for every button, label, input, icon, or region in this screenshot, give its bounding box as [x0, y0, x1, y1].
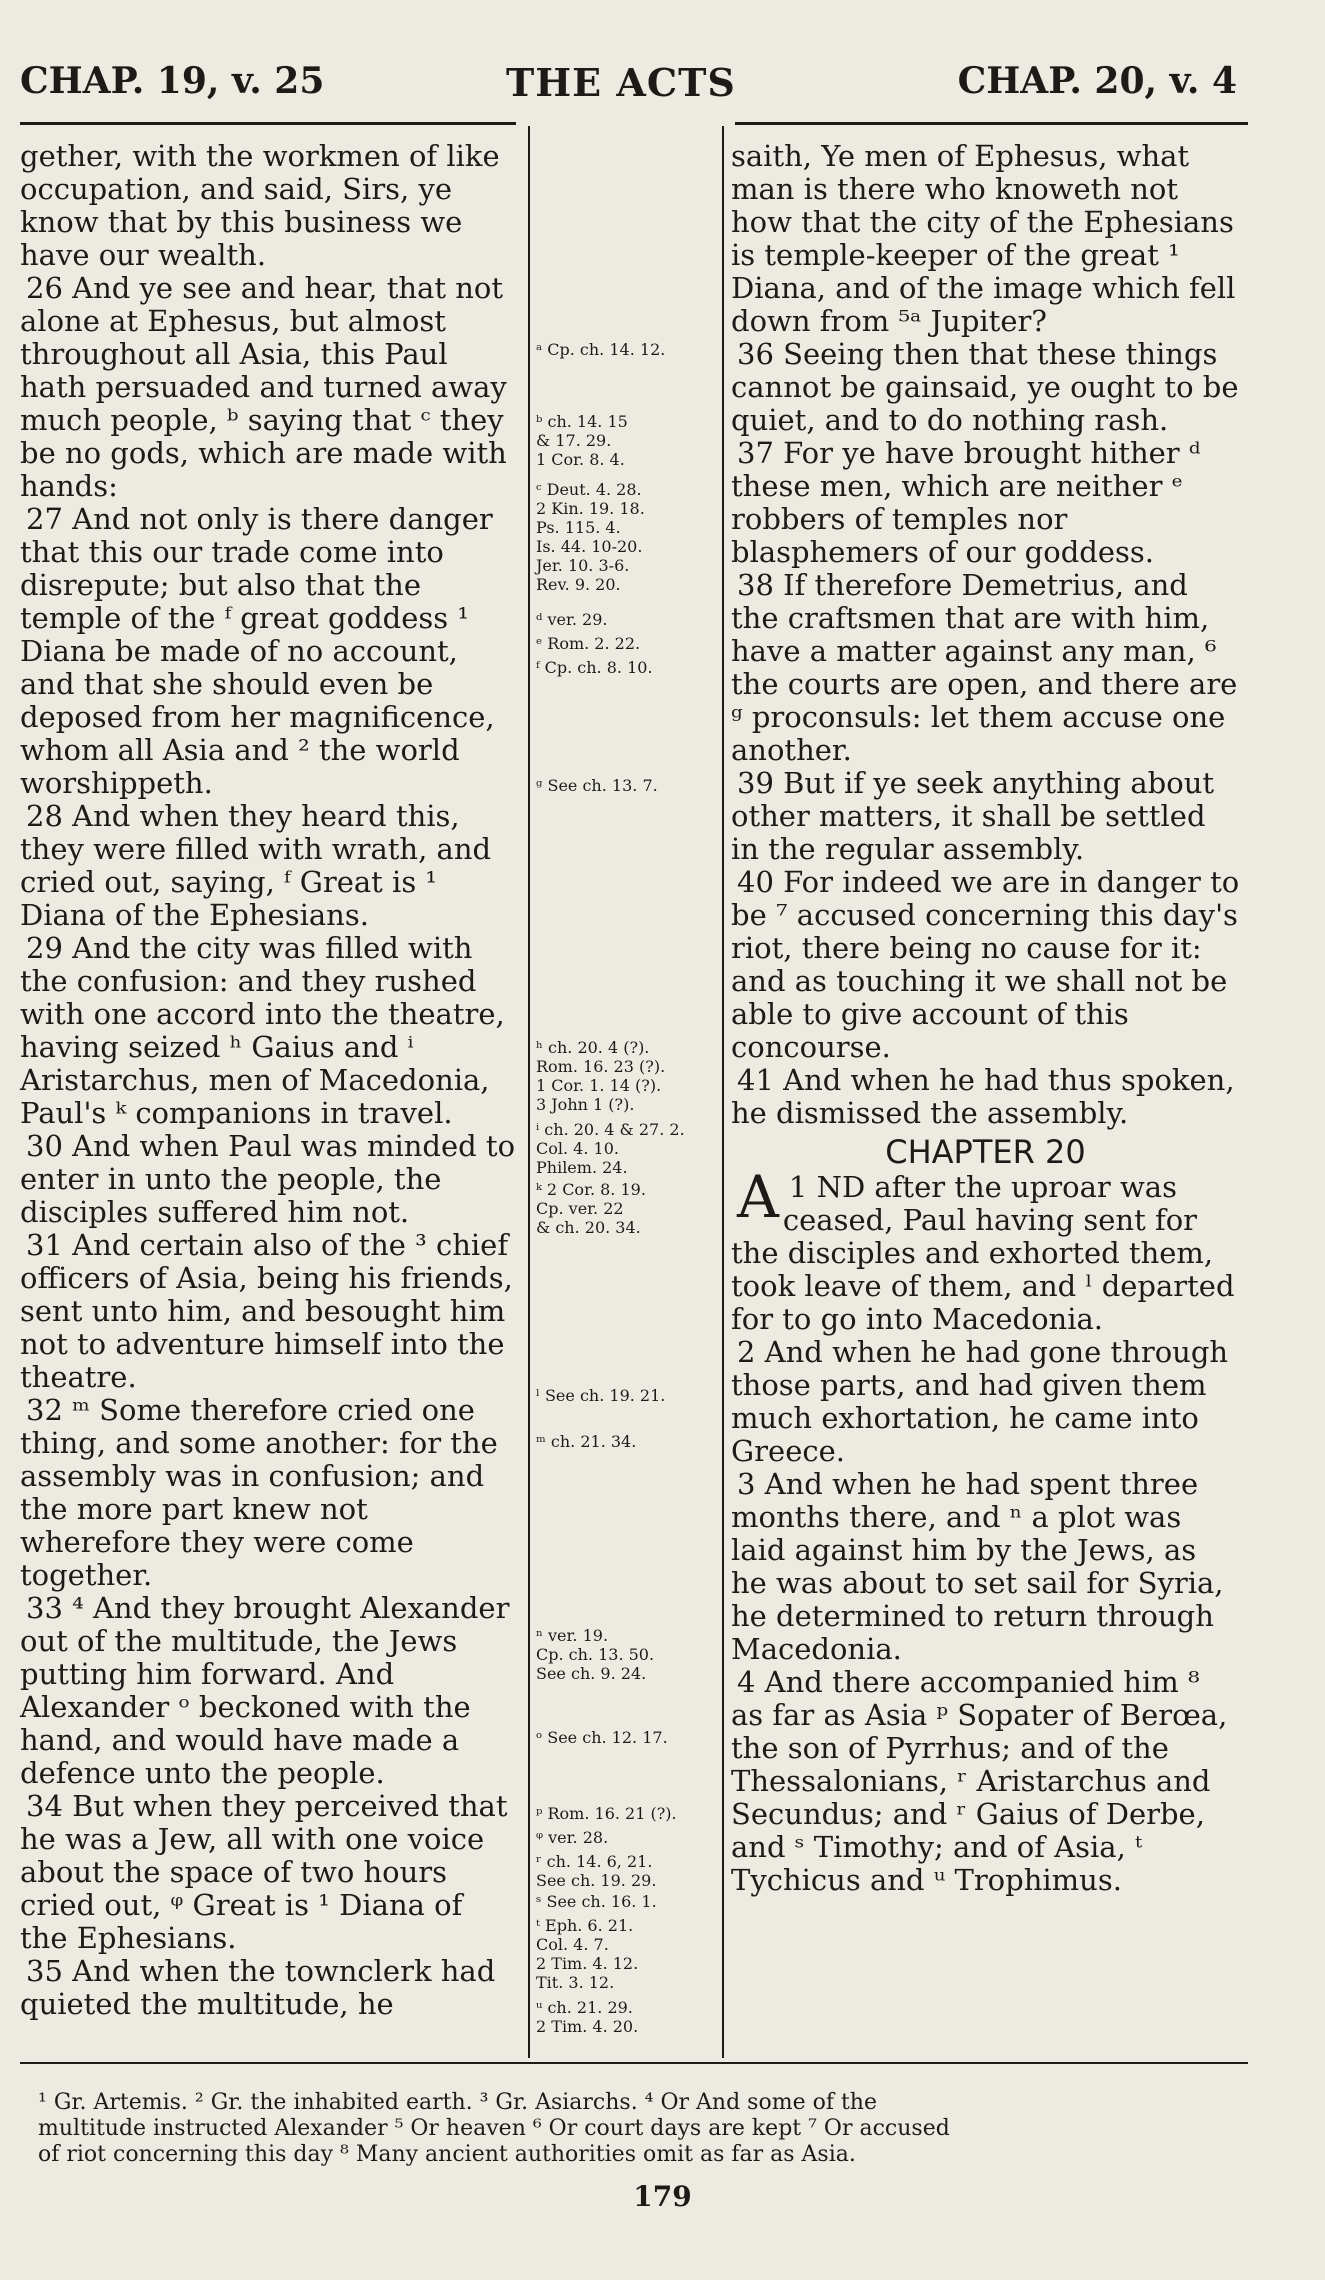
verse-paragraph: 36 Seeing then that these things cannot be gainsaid, ye ought to be quiet, and to do nothing rash. — [731, 337, 1239, 437]
ref-line: ᵘ ch. 21. 29. — [536, 1998, 633, 2017]
cross-reference — [536, 776, 714, 795]
verse-paragraph: 35 And when the townclerk had quieted the multitude, he — [20, 1954, 496, 2021]
cross-reference — [536, 1432, 714, 1451]
header-rule-right — [735, 122, 1248, 125]
ref-line: ᵖ Rom. 16. 21 (?). — [536, 1804, 677, 1823]
verse-paragraph: 26 And ye see and hear, that not alone at Ephesus, but almost throughout all Asia, this Paul hath persuaded and turned away much people, ᵇ saying that ᶜ they be no gods, which are made with hands: — [20, 271, 507, 503]
ref-line: Rev. 9. 20. — [536, 575, 621, 594]
ref-line: See ch. 9. 24. — [536, 1664, 647, 1683]
ref-line: & ch. 20. 34. — [536, 1218, 641, 1237]
ref-line: ˢ See ch. 16. 1. — [536, 1892, 657, 1911]
ref-line: 1 Cor. 1. 14 (?). — [536, 1076, 662, 1095]
cross-reference — [536, 1998, 714, 2036]
ref-line: Col. 4. 10. — [536, 1139, 619, 1158]
ref-line: Tit. 3. 12. — [536, 1973, 615, 1992]
cross-reference — [536, 1120, 714, 1177]
right-text-column — [731, 140, 1240, 1897]
ref-line: 2 Tim. 4. 12. — [536, 1954, 639, 1973]
verse-paragraph: 40 For indeed we are in danger to be ⁷ accused concerning this day's riot, there being no cause for it: and as touching it we shall not be able to give account of this concourse. — [731, 865, 1240, 1064]
ref-line: ᶜ Deut. 4. 28. — [536, 480, 642, 499]
ref-line: Cp. ver. 22 — [536, 1199, 624, 1218]
cross-reference — [536, 1852, 714, 1890]
verse-paragraph: 27 And not only is there danger that this our trade come into disrepute; but also that the temple of the ᶠ great goddess ¹ Diana be made of no account, and that she should even be deposed from her magnificence, whom all Asia and ² the world worshippeth. — [20, 502, 495, 800]
verse-paragraph: 29 And the city was filled with the confusion: and they rushed with one accord into the theatre, having seized ʰ Gaius and ⁱ Aristarchus, men of Macedonia, Paul's ᵏ companions in travel. — [20, 931, 505, 1130]
cross-reference — [536, 658, 714, 677]
cross-reference — [536, 1892, 714, 1911]
ref-line: Is. 44. 10-20. — [536, 537, 643, 556]
cross-reference — [536, 1828, 714, 1847]
ref-line: Rom. 16. 23 (?). — [536, 1057, 666, 1076]
left-text-column — [20, 140, 518, 2021]
verse-paragraph: 32 ᵐ Some therefore cried one thing, and some another: for the assembly was in confusion; and the more part knew not wherefore they were come together. — [20, 1393, 498, 1592]
ref-line: Philem. 24. — [536, 1158, 628, 1177]
cross-reference — [536, 610, 714, 629]
footnote-rule — [20, 2062, 1248, 2064]
cross-reference — [536, 480, 714, 594]
cross-reference — [536, 1038, 714, 1114]
cross-reference — [536, 340, 714, 359]
ref-line: Ps. 115. 4. — [536, 518, 621, 537]
ref-line: ᵗ Eph. 6. 21. — [536, 1916, 634, 1935]
ref-line: ᶠ Cp. ch. 8. 10. — [536, 658, 653, 677]
running-header-title: THE ACTS — [506, 60, 736, 105]
verse-paragraph: gether, with the workmen of like occupation, and said, Sirs, ye know that by this business we have our wealth. — [20, 139, 500, 272]
ref-line: ᵇ ch. 14. 15 — [536, 412, 628, 431]
ref-line: ᵏ 2 Cor. 8. 19. — [536, 1180, 646, 1199]
ref-line: ᵐ ch. 21. 34. — [536, 1432, 637, 1451]
verse-paragraph: saith, Ye men of Ephesus, what man is there who knoweth not how that the city of the Ephesians is temple-keeper of the great ¹ Diana, and of the image which fell down from ⁵ᵃ Jupiter? — [731, 139, 1236, 338]
verse-paragraph: 3 And when he had spent three months there, and ⁿ a plot was laid against him by the Jews, as he was about to set sail for Syria, he determined to return through Macedonia. — [731, 1467, 1224, 1666]
ref-line: Cp. ch. 13. 50. — [536, 1645, 655, 1664]
footnote-line: ¹ Gr. Artemis. ² Gr. the inhabited earth. ³ Gr. Asiarchs. ⁴ Or And some of the — [38, 2090, 877, 2115]
cross-reference — [536, 1804, 714, 1823]
ref-line: ᵍ See ch. 13. 7. — [536, 776, 658, 795]
header-rule-left — [20, 122, 516, 125]
drop-cap: A — [737, 1163, 779, 1231]
verse-paragraph: 34 But when they perceived that he was a Jew, all with one voice about the space of two hours cried out, ᵠ Great is ¹ Diana of the Ephesians. — [20, 1789, 508, 1955]
chapter-heading: CHAPTER 20 — [885, 1133, 1086, 1171]
verse-paragraph: 30 And when Paul was minded to enter in unto the people, the disciples suffered him not. — [20, 1129, 516, 1229]
page-number: 179 — [633, 2180, 692, 2213]
cross-reference — [536, 634, 714, 653]
cross-reference — [536, 1180, 714, 1237]
cross-reference — [536, 1386, 714, 1405]
ref-line: ᵒ See ch. 12. 17. — [536, 1728, 668, 1747]
ref-line: ˡ See ch. 19. 21. — [536, 1386, 666, 1405]
verse-text: ND after the uproar was ceased, Paul having sent for the disciples and exhorted them, took leave of them, and ˡ departed for to go into Macedonia. — [731, 1170, 1235, 1336]
verse-paragraph: 31 And certain also of the ³ chief officers of Asia, being his friends, sent unto him, and besought him not to adventure himself into the theatre. — [20, 1228, 513, 1394]
ref-line: ʳ ch. 14. 6, 21. — [536, 1852, 653, 1871]
column-divider-right — [722, 126, 724, 2058]
ref-line: 1 Cor. 8. 4. — [536, 450, 625, 469]
footnote-line: multitude instructed Alexander ⁵ Or heaven ⁶ Or court days are kept ⁷ Or accused — [38, 2116, 950, 2141]
ref-line: 3 John 1 (?). — [536, 1095, 635, 1114]
verse-paragraph: 33 ⁴ And they brought Alexander out of the multitude, the Jews putting him forward. And Alexander ᵒ beckoned with the hand, and would have made a defence unto the people. — [20, 1591, 510, 1790]
ref-line: See ch. 19. 29. — [536, 1871, 657, 1890]
cross-reference — [536, 1916, 714, 1992]
verse-paragraph: 2 And when he had gone through those parts, and had given them much exhortation, he came into Greece. — [731, 1335, 1229, 1468]
footnote-line: of riot concerning this day ⁸ Many ancient authorities omit as far as Asia. — [38, 2142, 856, 2167]
ref-line: ⁱ ch. 20. 4 & 27. 2. — [536, 1120, 685, 1139]
verse-paragraph: 37 For ye have brought hither ᵈ these men, which are neither ᵉ robbers of temples nor blasphemers of our goddess. — [731, 436, 1201, 569]
verse-paragraph: 4 And there accompanied him ⁸ as far as Asia ᵖ Sopater of Berœa, the son of Pyrrhus; and of the Thessalonians, ʳ Aristarchus and Secundus; and ʳ Gaius of Derbe, and ˢ Timothy; and of Asia, ᵗ Tychicus and ᵘ Trophimus. — [731, 1665, 1228, 1897]
running-header-left: CHAP. 19, v. 25 — [20, 60, 325, 102]
footnotes — [38, 2090, 1258, 2168]
ref-line: ʰ ch. 20. 4 (?). — [536, 1038, 650, 1057]
verse-paragraph: 28 And when they heard this, they were filled with wrath, and cried out, saying, ᶠ Great is ¹ Diana of the Ephesians. — [20, 799, 492, 932]
ref-line: ᵈ ver. 29. — [536, 610, 608, 629]
cross-reference — [536, 1728, 714, 1747]
ref-line: ᵃ Cp. ch. 14. 12. — [536, 340, 666, 359]
ref-line: 2 Tim. 4. 20. — [536, 2017, 639, 2036]
ref-line: ᵠ ver. 28. — [536, 1828, 609, 1847]
ref-line: 2 Kin. 19. 18. — [536, 499, 645, 518]
verse-paragraph: 39 But if ye seek anything about other matters, it shall be settled in the regular assembly. — [731, 766, 1215, 866]
ref-line: ᵉ Rom. 2. 22. — [536, 634, 641, 653]
verse-number: 1 — [788, 1170, 808, 1204]
cross-reference — [536, 1626, 714, 1683]
column-divider-left — [528, 126, 530, 2058]
verse-paragraph: 41 And when he had thus spoken, he dismissed the assembly. — [731, 1063, 1235, 1130]
ref-line: Jer. 10. 3-6. — [536, 556, 630, 575]
ref-line: ⁿ ver. 19. — [536, 1626, 609, 1645]
cross-reference — [536, 412, 714, 469]
ref-line: Col. 4. 7. — [536, 1935, 609, 1954]
chapter-first-verse — [731, 1163, 1240, 1336]
verse-paragraph: 38 If therefore Demetrius, and the craftsmen that are with him, have a matter against any man, ⁶ the courts are open, and there are ᵍ proconsuls: let them accuse one another. — [731, 568, 1238, 767]
running-header-right: CHAP. 20, v. 4 — [957, 60, 1237, 102]
ref-line: & 17. 29. — [536, 431, 612, 450]
